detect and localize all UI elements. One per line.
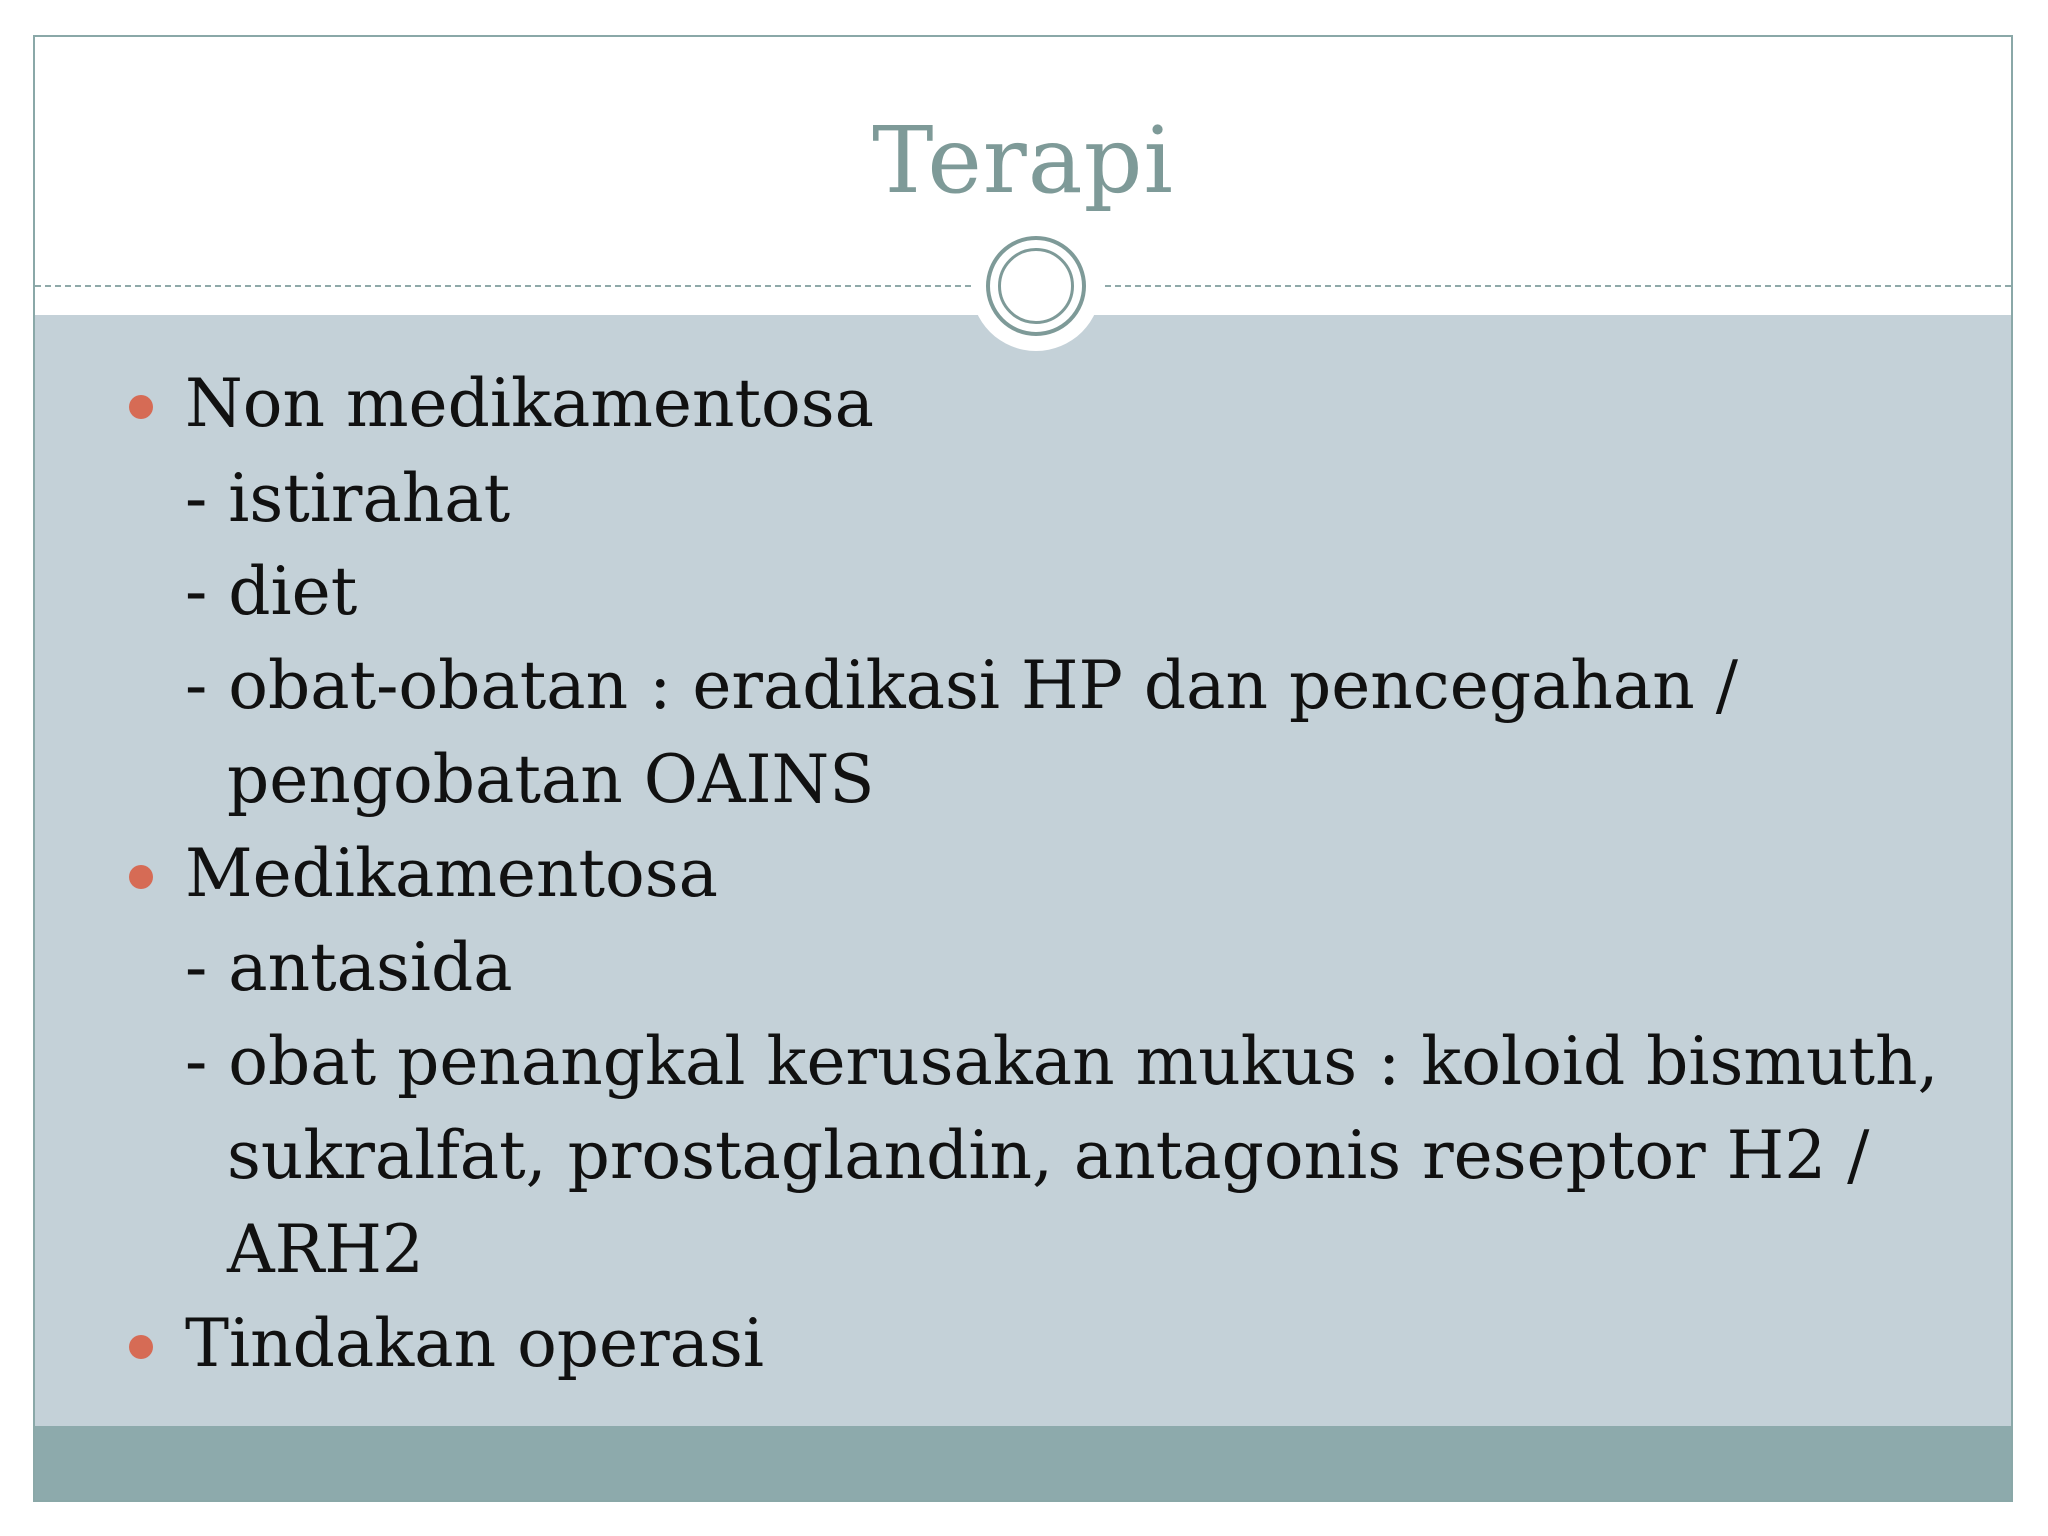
bullet-dot [129,865,153,889]
bullet-label: Medikamentosa [185,835,718,912]
circle-ornament-icon [971,221,1101,351]
sub-item: - antasida [185,929,513,1006]
ornament-inner-ring [998,248,1074,324]
sub-item: - obat penangkal kerusakan mukus : koloid bismuth, [185,1023,1939,1100]
bullet-list [35,315,2011,1431]
sub-item-continuation: ARH2 [185,1211,424,1288]
slide-title: Terapi [872,107,1174,214]
sub-item-continuation: sukralfat, prostaglandin, antagonis reseptor H2 / [185,1117,1870,1194]
content-area [35,315,2011,1431]
bullet-label: Non medikamentosa [185,365,874,442]
sub-item: - istirahat [185,460,511,537]
bullet-label: Tindakan operasi [185,1305,764,1382]
bullet-dot [129,395,153,419]
slide [33,35,2013,1502]
sub-item: - obat-obatan : eradikasi HP dan pencegahan / [185,647,1738,724]
sub-item: - diet [185,553,358,630]
sub-item-continuation: pengobatan OAINS [185,741,875,818]
bullet-dot [129,1335,153,1359]
ornament-outer-ring [986,236,1086,336]
footer-band [35,1426,2011,1500]
